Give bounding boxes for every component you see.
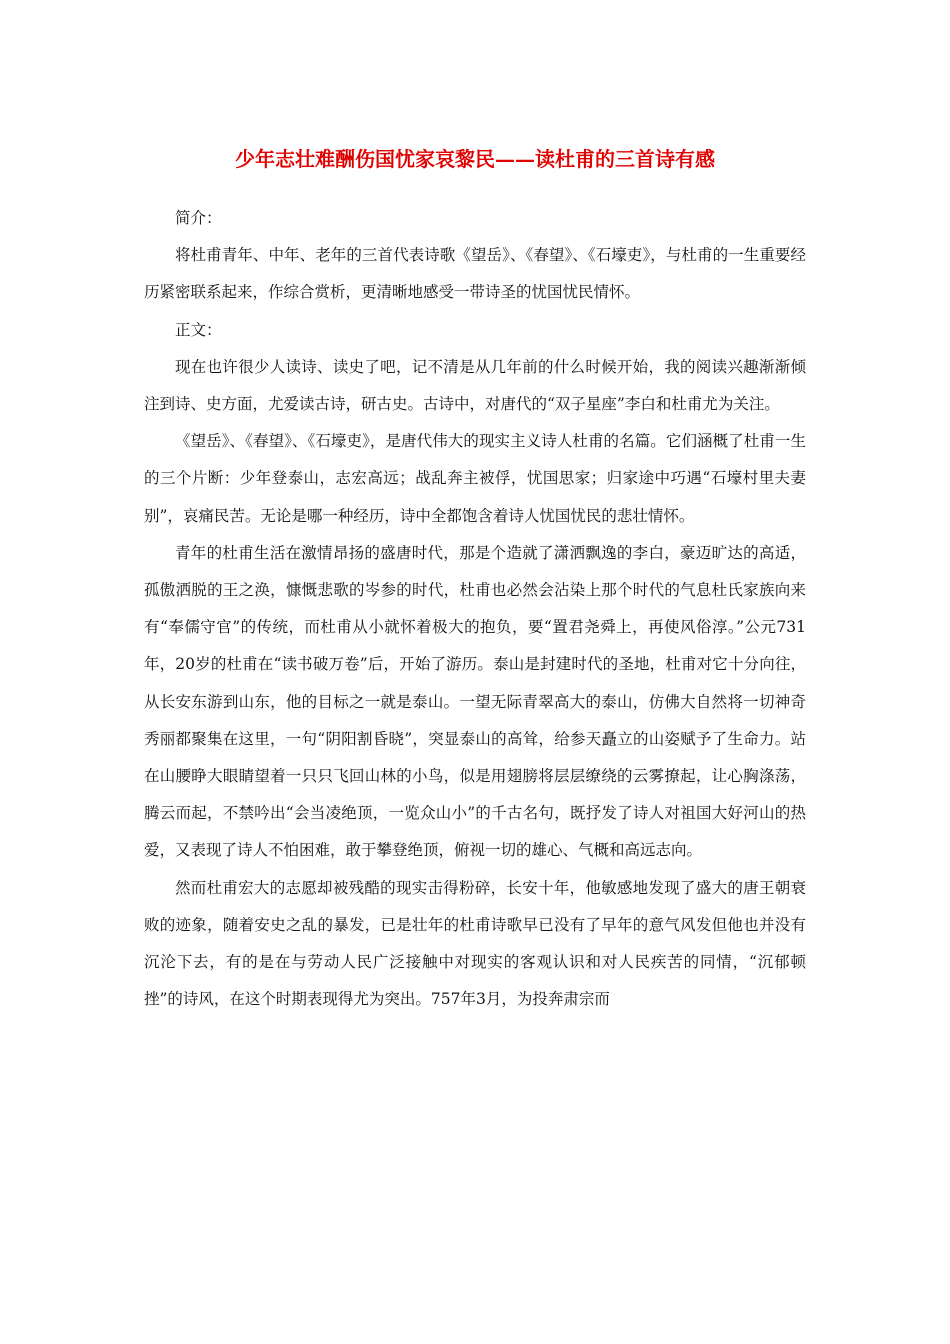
body-paragraph: 《望岳》、《春望》、《石壕吏》，是唐代伟大的现实主义诗人杜甫的名篇。它们涵概了杜甫一生的三个片断：少年登泰山，志宏高远；战乱奔主被俘，忧国思家；归家途中巧遇“石壕村里夫妻别”，哀痛民苦。无论是哪一种经历，诗中全都饱含着诗人忧国忧民的悲壮情怀。 xyxy=(144,432,806,525)
document-title: 少年志壮难酬伤国忧家哀黎民——读杜甫的三首诗有感 xyxy=(235,147,715,171)
body-paragraph: 现在也许很少人读诗、读史了吧，记不清是从几年前的什么时候开始，我的阅读兴趣渐渐倾注到诗、史方面，尤爱读古诗，研古史。古诗中，对唐代的“双子星座”李白和杜甫尤为关注。 xyxy=(144,357,806,414)
intro-paragraph: 将杜甫青年、中年、老年的三首代表诗歌《望岳》、《春望》、《石壕吏》，与杜甫的一生重要经历紧密联系起来，作综合赏析，更清晰地感受一带诗圣的忧国忧民情怀。 xyxy=(144,246,806,302)
body-paragraph: 青年的杜甫生活在激情昂扬的盛唐时代，那是个造就了潇洒飘逸的李白，豪迈旷达的高适，孤傲洒脱的王之涣，慷慨悲歌的岑参的时代，杜甫也必然会沾染上那个时代的气息杜氏家族向来有“奉儒守官”的传统，而杜甫从小就怀着极大的抱负，要“置君尧舜上，再使风俗淳。”公元731年，20岁的杜甫在“读书破万卷”后，开始了游历。泰山是封建时代的圣地，杜甫对它十分向往，从长安东游到山东，他的目标之一就是泰山。一望无际青翠高大的泰山，仿佛大自然将一切神奇秀丽都聚集在这里，一句“阴阳割昏晓”，突显泰山的高耸，给参天矗立的山姿赋予了生命力。站在山腰睁大眼睛望着一只只飞回山林的小鸟，似是用翅膀将层层缭绕的云雾撩起，让心胸涤荡，腾云而起，不禁吟出“会当凌绝顶，一览众山小”的千古名句，既抒发了诗人对祖国大好河山的热爱，又表现了诗人不怕困难，敢于攀登绝顶，俯视一切的雄心、气概和高远志向。 xyxy=(144,543,806,860)
body-heading: 正文： xyxy=(175,320,222,339)
body-paragraph: 然而杜甫宏大的志愿却被残酷的现实击得粉碎，长安十年，他敏感地发现了盛大的唐王朝衰败的迹象，随着安史之乱的暴发，已是壮年的杜甫诗歌早已没有了早年的意气风发但他也并没有沉沦下去，有的是在与劳动人民广泛接触中对现实的客观认识和对人民疾苦的同情，“沉郁顿挫”的诗风，在这个时期表现得尤为突出。757年3月，为投奔肃宗而 xyxy=(144,878,806,1009)
intro-heading: 简介： xyxy=(175,209,222,227)
document-content xyxy=(144,200,806,1018)
